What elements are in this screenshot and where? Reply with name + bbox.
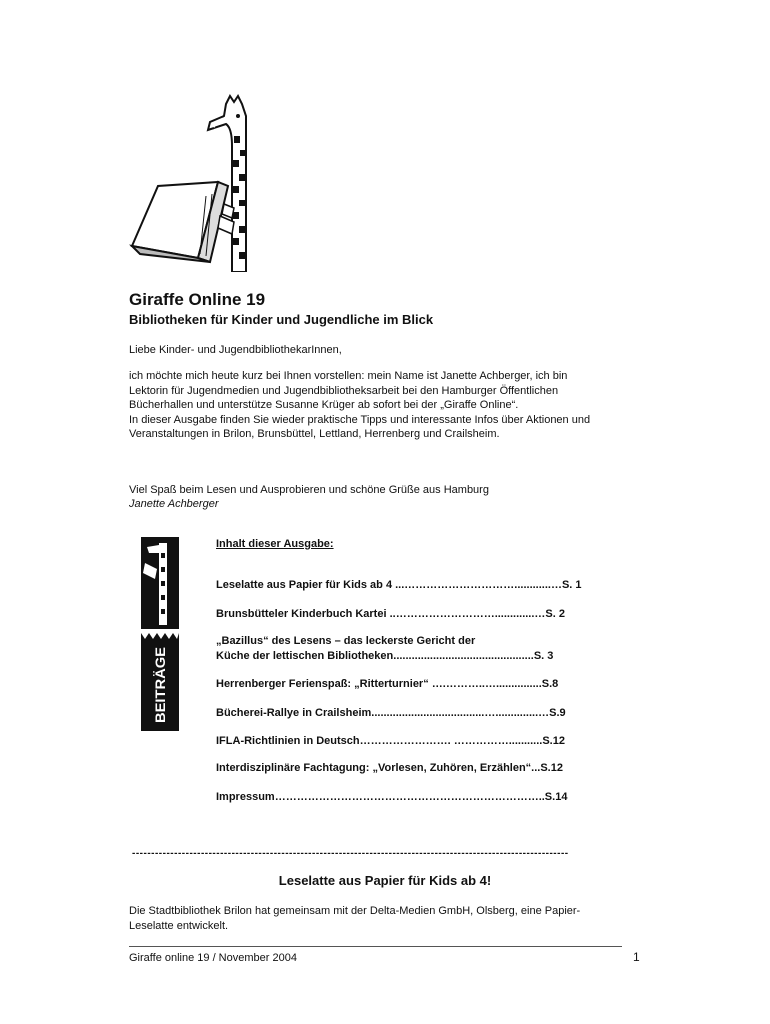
dashed-separator: ------------------------------------------------------------------------------------------------------------------ xyxy=(132,848,569,859)
toc-item[interactable] xyxy=(216,634,626,663)
toc-item[interactable]: Brunsbütteler Kinderbuch Kartei ..……………………….............…S. 2 xyxy=(216,608,565,620)
page-subtitle: Bibliotheken für Kinder und Jugendliche im Blick xyxy=(129,312,434,327)
toc-item[interactable]: Interdisziplinäre Fachtagung: „Vorlesen, Zuhören, Erzählen“...S.12 xyxy=(216,762,563,774)
banner-label: BEITRÄGE xyxy=(152,650,168,723)
toc-item[interactable]: Herrenberger Ferienspaß: „Ritterturnier“ ….………..…...............S.8 xyxy=(216,678,559,690)
page-title: Giraffe Online 19 xyxy=(129,290,266,309)
article-text: Die Stadtbibliothek Brilon hat gemeinsam mit der Delta-Medien GmbH, Olsberg, eine Papier-Leselatte entwickelt. xyxy=(129,905,581,932)
letter-body: ich möchte mich heute kurz bei Ihnen vorstellen: mein Name ist Janette Achberger, ich bin Lektorin für Jugendmedien und Jugendbibliotheksarbeit bei den Hamburger Öffentlichen Bücherhallen und unterstütze Susanne Krüger ab sofort bei der „Giraffe Online“. In dieser Ausgabe finden Sie wieder praktische Tipps und interessante Infos über Aktionen und Veranstaltungen in Brilon, Brunsbüttel, Lettland, Herrenberg und Crailsheim. xyxy=(129,370,591,440)
toc-item-line: Küche der lettischen Bibliotheken..............................................S. 3 xyxy=(216,649,554,662)
toc-item-line: „Bazillus“ des Lesens – das leckerste Gericht der xyxy=(216,635,476,647)
page-number: 1 xyxy=(633,950,640,964)
toc-item[interactable]: Impressum………………………………………………………………..S.14 xyxy=(216,791,568,803)
giraffe-neck-icon xyxy=(141,537,179,629)
footer-issue: Giraffe online 19 / November 2004 xyxy=(129,952,297,964)
letter-greeting: Liebe Kinder- und JugendbibliothekarInnen, xyxy=(129,344,342,356)
article-title: Leselatte aus Papier für Kids ab 4! xyxy=(278,873,492,888)
toc-heading: Inhalt dieser Ausgabe: xyxy=(216,538,334,550)
toc-item[interactable]: Bücherei-Rallye in Crailsheim.....................................…..............…S.9 xyxy=(216,707,566,719)
toc-item[interactable]: Leselatte aus Papier für Kids ab 4 ...…………………………............…S. 1 xyxy=(216,579,582,591)
letter-signature: Janette Achberger xyxy=(129,498,219,510)
letter-closing: Viel Spaß beim Lesen und Ausprobieren und schöne Grüße aus Hamburg xyxy=(129,484,489,496)
toc-item[interactable]: IFLA-Richtlinien in Deutsch……………………. ……………...........S.12 xyxy=(216,735,565,747)
giraffe-book-logo xyxy=(128,86,268,272)
footer-divider xyxy=(129,946,622,947)
book-icon xyxy=(132,182,228,262)
beitraege-banner xyxy=(137,533,183,731)
